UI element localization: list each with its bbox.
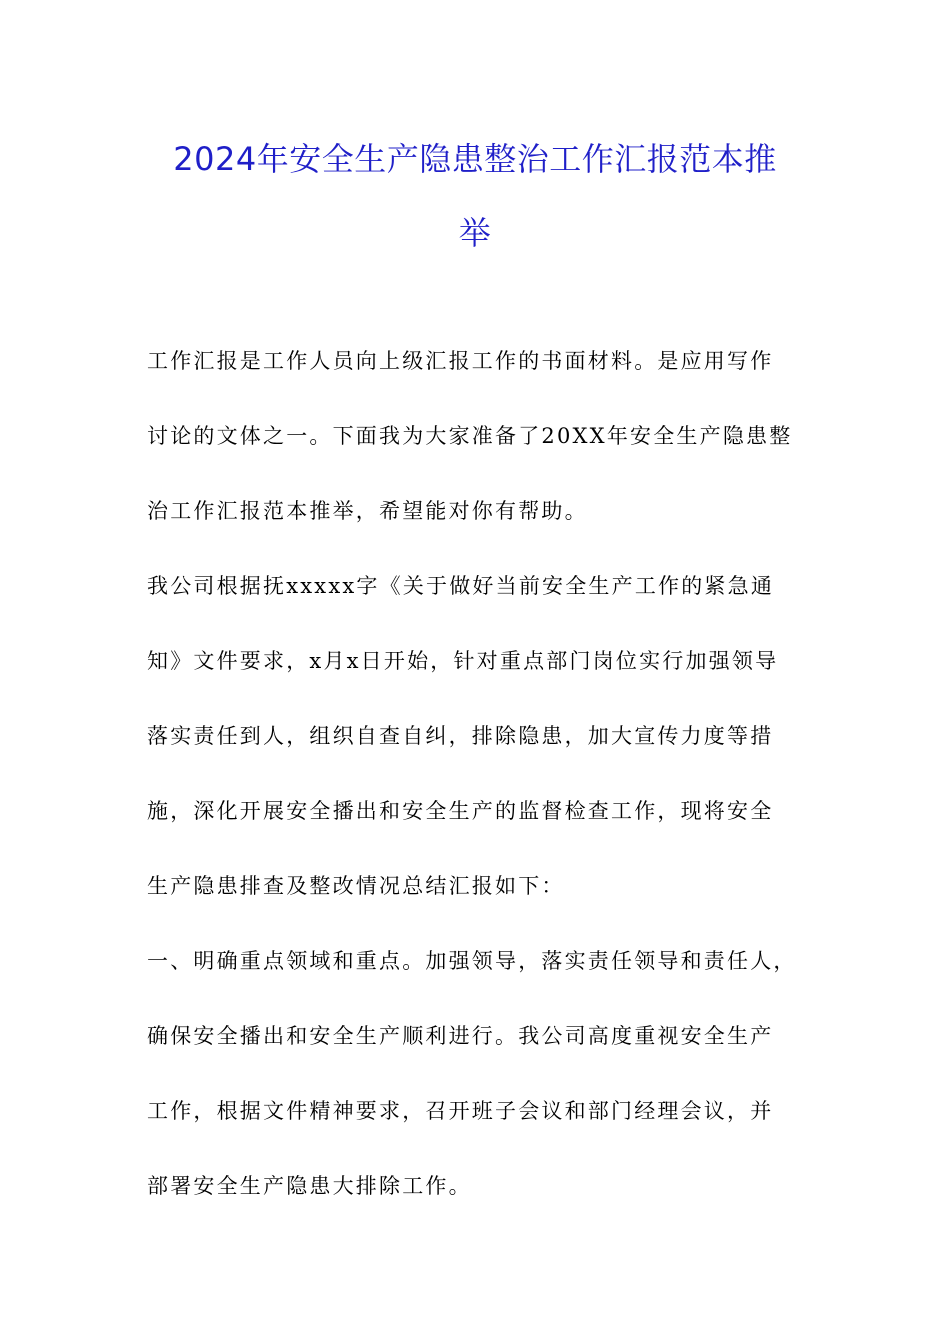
body-text-line: 落实责任到人，组织自查自纠，排除隐患，加大宣传力度等措 (147, 724, 774, 748)
body-text-line: 讨论的文体之一。下面我为大家准备了20XX年安全生产隐患整 (147, 424, 793, 448)
document-title-line-1: 2024年安全生产隐患整治工作汇报范本推 (173, 140, 777, 178)
body-text-line: 工作汇报是工作人员向上级汇报工作的书面材料。是应用写作 (147, 349, 774, 373)
body-text-line: 确保安全播出和安全生产顺利进行。我公司高度重视安全生产 (147, 1024, 774, 1048)
body-text-line: 知》文件要求，x月x日开始，针对重点部门岗位实行加强领导 (147, 649, 779, 673)
body-text-line: 施，深化开展安全播出和安全生产的监督检查工作，现将安全 (147, 799, 774, 823)
body-text-line: 工作，根据文件精神要求，召开班子会议和部门经理会议，并 (147, 1099, 774, 1123)
body-text-line: 我公司根据抚xxxxx字《关于做好当前安全生产工作的紧急通 (147, 574, 775, 598)
body-text-line: 部署安全生产隐患大排除工作。 (147, 1174, 472, 1198)
document-title-line-2: 举 (458, 214, 492, 252)
body-text-line: 治工作汇报范本推举，希望能对你有帮助。 (147, 499, 588, 523)
body-text-line: 一、明确重点领域和重点。加强领导，落实责任领导和责任人， (147, 949, 797, 973)
body-text-line: 生产隐患排查及整改情况总结汇报如下： (147, 874, 565, 898)
